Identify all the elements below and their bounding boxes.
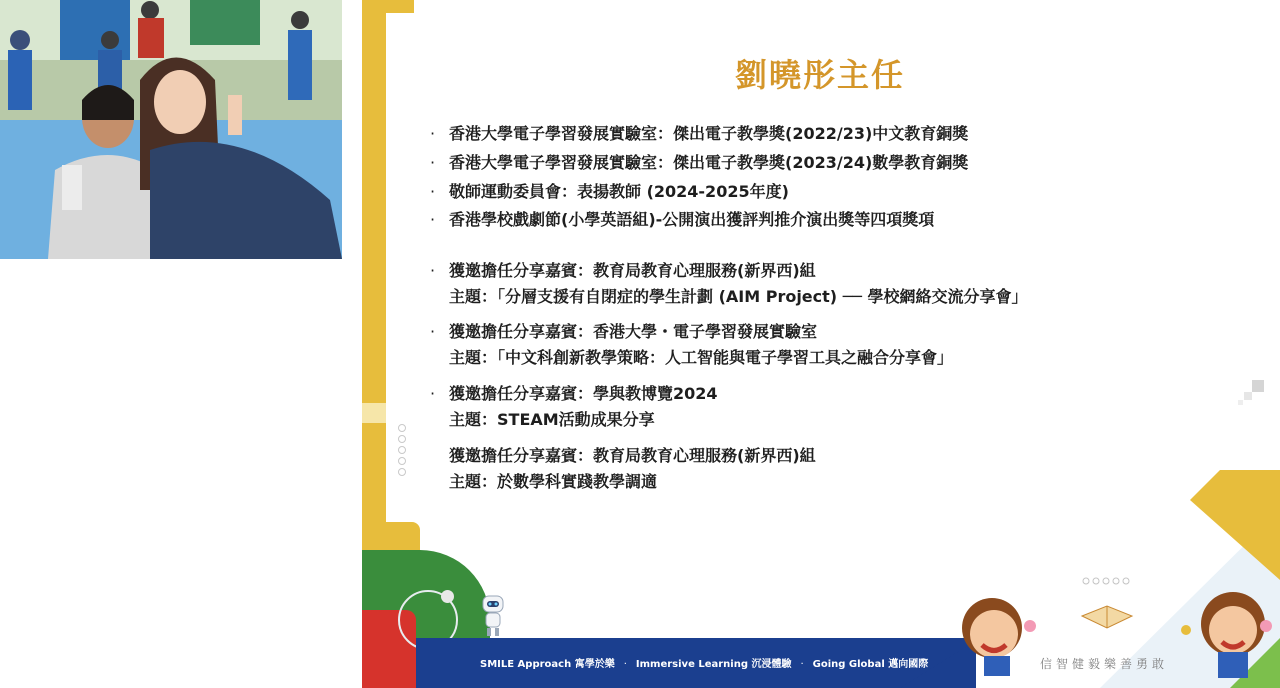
- talk-item: [430, 260, 816, 282]
- talk-item: [430, 383, 718, 405]
- cartoon-boy-icon: [958, 590, 1038, 684]
- award-text: 香港大學電子學習發展實驗室：傑出電子教學獎(2023/24)數學教育銅獎: [449, 153, 969, 172]
- ball-decoration: [441, 590, 454, 603]
- award-text: 香港大學電子學習發展實驗室：傑出電子教學獎(2022/23)中文教育銅獎: [449, 124, 969, 143]
- slide-left-bar: [362, 0, 386, 530]
- dots-decoration: [1082, 570, 1132, 589]
- bullet: ·: [430, 210, 436, 229]
- bullet: ·: [430, 261, 436, 280]
- talk-guest: 獲邀擔任分享嘉賓：教育局教育心理服務(新界西)組: [449, 446, 816, 465]
- slogan-text: [480, 655, 928, 670]
- award-item: [430, 181, 789, 203]
- bullet: ·: [430, 384, 436, 403]
- school-virtues: 信智健毅樂善勇敢: [1040, 657, 1169, 671]
- talk-topic: 主題：於數學科實踐教學調適: [449, 472, 658, 491]
- award-item: [430, 123, 968, 145]
- slogan-smile: SMILE Approach 寓學於樂: [480, 659, 615, 670]
- page-title: 劉曉彤主任: [734, 56, 905, 94]
- squares-decoration: [1238, 378, 1266, 410]
- talk-topic: 主題：STEAM活動成果分享: [449, 410, 655, 429]
- slogan-global: Going Global 邁向國際: [812, 659, 929, 670]
- slogan-separator: ·: [623, 659, 627, 670]
- talk-topic: 主題：「分層支援有自閉症的學生計劃 (AIM Project) ── 學校網絡交流分享會」: [449, 287, 1028, 306]
- slogan-separator: ·: [800, 659, 804, 670]
- robot-icon: [478, 594, 508, 642]
- talk-guest: 獲邀擔任分享嘉賓：教育局教育心理服務(新界西)組: [449, 261, 816, 280]
- award-text: 敬師運動委員會：表揚教師 (2024-2025年度): [449, 182, 789, 201]
- book-icon: [1080, 598, 1134, 638]
- talk-guest: 獲邀擔任分享嘉賓：學與教博覽2024: [449, 384, 718, 403]
- talk-item: [430, 321, 817, 343]
- cartoon-girl-icon: [1178, 586, 1278, 686]
- slide-bar-notch: [362, 403, 386, 423]
- slogan-immersive: Immersive Learning 沉浸體驗: [635, 659, 792, 670]
- talk-guest: 獲邀擔任分享嘉賓：香港大學・電子學習發展實驗室: [449, 322, 818, 341]
- bullet: ·: [430, 124, 436, 143]
- bullet: ·: [430, 182, 436, 201]
- award-text: 香港學校戲劇節(小學英語組)-公開演出獲評判推介演出獎等四項獎項: [449, 210, 935, 229]
- bullet: ·: [430, 322, 436, 341]
- award-item: [430, 152, 968, 174]
- bullet: ·: [430, 153, 436, 172]
- teacher-photo: [0, 0, 342, 259]
- talk-topic: 主題：「中文科創新教學策略：人工智能與電子學習工具之融合分享會」: [449, 348, 954, 367]
- award-item: [430, 209, 934, 231]
- dot-column-decoration: [398, 424, 406, 479]
